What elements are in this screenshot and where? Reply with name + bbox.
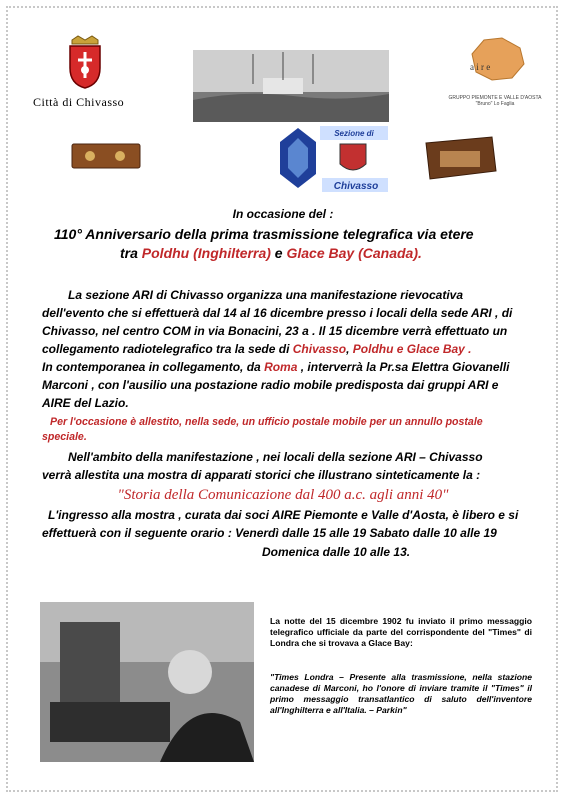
roma-text: Roma <box>264 360 298 374</box>
poldhu-text: Poldhu (Inghilterra) <box>141 245 271 261</box>
aire-subtitle-line2: "Bruno" Lo Faglia <box>475 101 515 107</box>
aire-subtitle-line1: GRUPPO PIEMONTE E VALLE D'AOSTA <box>448 95 542 101</box>
chivasso-text: Chivasso <box>292 342 347 356</box>
marconi-photo <box>40 602 254 762</box>
quote-intro: La notte del 15 dicembre 1902 fu inviato il primo messaggio telegrafico ufficiale da parte del corrispondente del "Times" di Londra che si trovava a Glace Bay: <box>270 616 532 648</box>
aire-logo-text: a i r e <box>470 62 491 72</box>
p2-line3: AIRE del Lazio. <box>42 396 129 410</box>
p1-line3: Chivasso, nel centro COM in via Bonacini, 23 a . Il 15 dicembre verrà effettuato un <box>42 324 508 338</box>
p5-line3: Domenica dalle 10 alle 13. <box>262 545 411 559</box>
p1-line1: La sezione ARI di Chivasso organizza una manifestazione rievocativa <box>68 288 464 302</box>
p2-line2: Marconi , con l'ausilio una postazione radio mobile predisposta dai gruppi ARI e <box>42 378 499 392</box>
ari-label-bottom: Chivasso <box>333 181 379 192</box>
poldhu-glace-text: Poldhu e Glace Bay . <box>352 342 472 356</box>
p3-line1: Per l'occasione è allestito, nella sede, un ufficio postale mobile per un annullo postale <box>50 416 483 428</box>
exhibit-title: "Storia della Comunicazione dal 400 a.c. agli anni 40" <box>117 487 449 503</box>
poldhu-station-photo <box>193 50 389 122</box>
p2-line1 <box>42 360 510 374</box>
tra-text: tra <box>120 245 138 261</box>
aire-subtitle <box>445 95 545 107</box>
anniversary-line <box>54 226 474 242</box>
p3-line2: speciale. <box>42 431 87 443</box>
ari-chivasso-logo-icon <box>278 122 390 194</box>
p5-line2: effettuerà con il seguente orario : Venerdì dalle 15 alle 19 Sabato dalle 10 alle 19 <box>42 526 497 540</box>
p2-line1-text: In contemporanea in collegamento, da <box>42 360 261 374</box>
city-name: Città di Chivasso <box>33 95 125 109</box>
antique-radio-right-icon <box>420 133 500 183</box>
quote-text: "Times Londra – Presente alla trasmissione, nella stazione canadese di Marconi, ho l'onore di inviare tramite il "Times" il primo messaggio transatlantico di saluto dell'inventore all'Inghilterra e all'Italia. – Parkin" <box>270 672 532 715</box>
glace-bay-text: Glace Bay (Canada). <box>286 245 422 261</box>
locations-line <box>120 245 422 261</box>
p1-line4-text: collegamento radiotelegrafico tra la sede di <box>42 342 290 356</box>
p2-line1-rest: , interverrà la Pr.sa Elettra Giovanelli <box>300 360 510 374</box>
aire-logo-icon <box>462 34 532 82</box>
ari-label-top: Sezione di <box>334 129 374 138</box>
p5-line1: L'ingresso alla mostra , curata dai soci AIRE Piemonte e Valle d'Aosta, è libero e si <box>48 508 519 522</box>
p1-comma: , <box>346 342 350 356</box>
p1-line2: dell'evento che si effettuerà dal 14 al 16 dicembre presso i locali della sede ARI , di <box>42 306 513 320</box>
intro-line: In occasione del : <box>232 207 334 221</box>
p4-line2: verrà allestita una mostra di apparati storici che illustrano sinteticamente la : <box>42 468 481 482</box>
antique-radio-left-icon <box>70 140 142 172</box>
anniversary-number: 110° <box>54 226 82 242</box>
p4-line1: Nell'ambito della manifestazione , nei locali della sezione ARI – Chivasso <box>68 450 483 464</box>
p1-line4 <box>42 342 472 356</box>
e-text: e <box>274 245 283 261</box>
anniversary-text: Anniversario della prima trasmissione telegrafica via etere <box>85 226 474 242</box>
city-crest-icon <box>64 34 106 90</box>
